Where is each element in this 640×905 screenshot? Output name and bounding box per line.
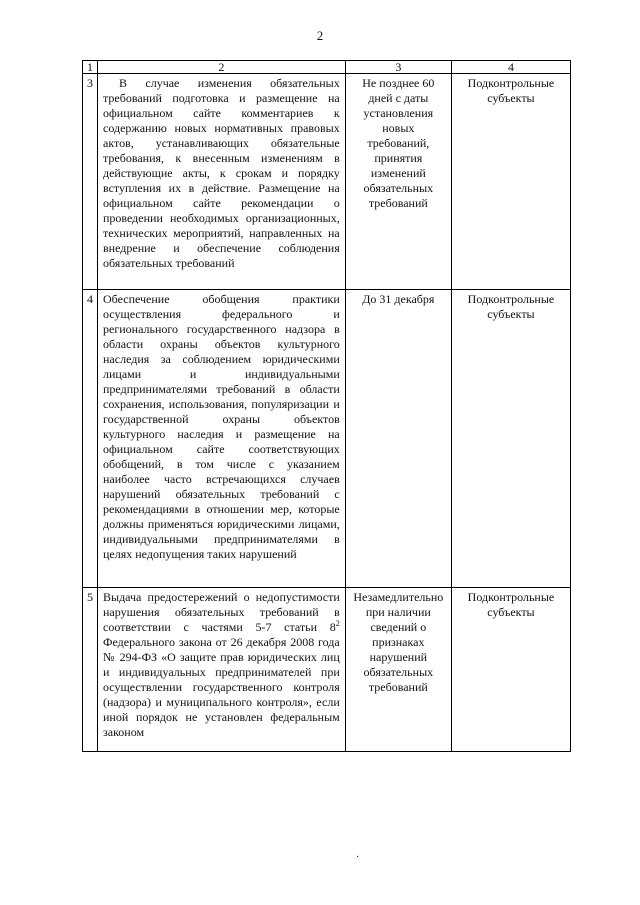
column-header-2: 2 — [98, 61, 346, 74]
table-row — [83, 588, 571, 752]
superscript: 2 — [335, 619, 340, 628]
table-row — [83, 74, 571, 290]
measure-term: Незамедлительно при наличии сведений о признаках нарушений обязательных требований — [345, 588, 451, 752]
measure-subjects: Подконтрольные субъекты — [451, 74, 570, 290]
measure-subjects: Подконтрольные субъекты — [451, 290, 570, 588]
measures-table — [82, 60, 571, 752]
measure-description-text: Выдача предостережений о недопустимости нарушения обязательных требований в соответствии с частями 5-7 статьи 8 — [103, 590, 340, 634]
column-header-1: 1 — [83, 61, 98, 74]
row-number: 3 — [83, 74, 98, 290]
measure-description: Обеспечение обобщения практики осуществления федерального и регионального государственного надзора в области охраны объектов культурного наследия за соблюдением юридическими лицами и индивидуальными предпринимателями требований в области сохранения, использования, популяризации и государственной охраны объектов культурного наследия и размещение на официальном сайте соответствующих обобщений, в том числе с указанием наиболее часто встречающихся случаев нарушений обязательных требований с рекомендациями в отношении мер, которые должны применяться юридическими лицами, индивидуальными предпринимателями в целях недопущения таких нарушений — [98, 290, 346, 588]
table-header-row — [83, 61, 571, 74]
table-row — [83, 290, 571, 588]
row-number: 4 — [83, 290, 98, 588]
column-header-4: 4 — [451, 61, 570, 74]
measure-term: До 31 декабря — [345, 290, 451, 588]
measure-description-text-continued: Федерального закона от 26 декабря 2008 года № 294-ФЗ «О защите прав юридических лиц и индивидуальных предпринимателей при осуществлении государственного контроля (надзора) и муниципального контроля», если иной порядок не установлен федеральным законом — [103, 635, 340, 739]
scan-mark: · — [356, 852, 360, 863]
page-number: 2 — [316, 28, 324, 43]
measure-term: Не позднее 60 дней с даты установления новых требований, принятия изменений обязательных требований — [345, 74, 451, 290]
measure-description — [98, 588, 346, 752]
measure-description — [98, 74, 346, 290]
row-number: 5 — [83, 588, 98, 752]
measure-description-text: В случае изменения обязательных требований подготовка и размещение на официальном сайте комментариев к содержанию новых нормативных правовых актов, устанавливающих обязательные требования, к внесенным изменениям в действующие акты, к срокам и порядку вступления их в действие. Размещение на официальном сайте рекомендации о проведении необходимых организационных, технических мероприятий, направленных на внедрение и обеспечение соблюдения обязательных требований — [103, 76, 340, 270]
measure-subjects: Подконтрольные субъекты — [451, 588, 570, 752]
column-header-3: 3 — [345, 61, 451, 74]
